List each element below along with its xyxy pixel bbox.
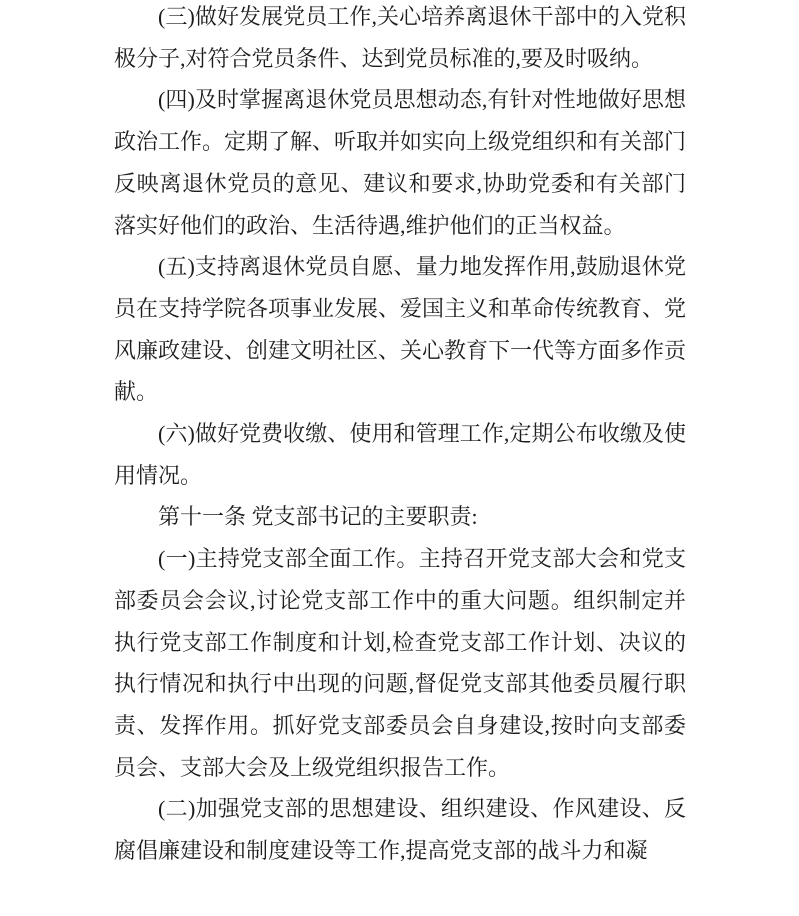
paragraph-clause-3: (三)做好发展党员工作,关心培养离退休干部中的入党积极分子,对符合党员条件、达到党员标准的,要及时吸纳。	[114, 4, 686, 71]
paragraph-clause-6: (六)做好党费收缴、使用和管理工作,定期公布收缴及使用情况。	[114, 421, 686, 488]
heading-article-11: 第十一条 党支部书记的主要职责:	[158, 504, 478, 530]
paragraph-clause-2: (二)加强党支部的思想建设、组织建设、作风建设、反腐倡廉建设和制度建设等工作,提高党支部的战斗力和凝	[114, 796, 686, 864]
document-body	[114, 0, 686, 872]
paragraph-clause-1: (一)主持党支部全面工作。主持召开党支部大会和党支部委员会会议,讨论党支部工作中的重大问题。组织制定并执行党支部工作制度和计划,检查党支部工作计划、决议的执行情况和执行中出现的问题,督促党支部其他委员履行职责、发挥作用。抓好党支部委员会自身建设,按时向支部委员会、支部大会及上级党组织报告工作。	[114, 546, 686, 780]
paragraph-clause-4: (四)及时掌握离退休党员思想动态,有针对性地做好思想政治工作。定期了解、听取并如实向上级党组织和有关部门反映离退休党员的意见、建议和要求,协助党委和有关部门落实好他们的政治、生活待遇,维护他们的正当权益。	[114, 87, 687, 238]
paragraph-clause-5: (五)支持离退休党员自愿、量力地发挥作用,鼓励退休党员在支持学院各项事业发展、爱国主义和革命传统教育、党风廉政建设、创建文明社区、关心教育下一代等方面多作贡献。	[114, 254, 687, 405]
